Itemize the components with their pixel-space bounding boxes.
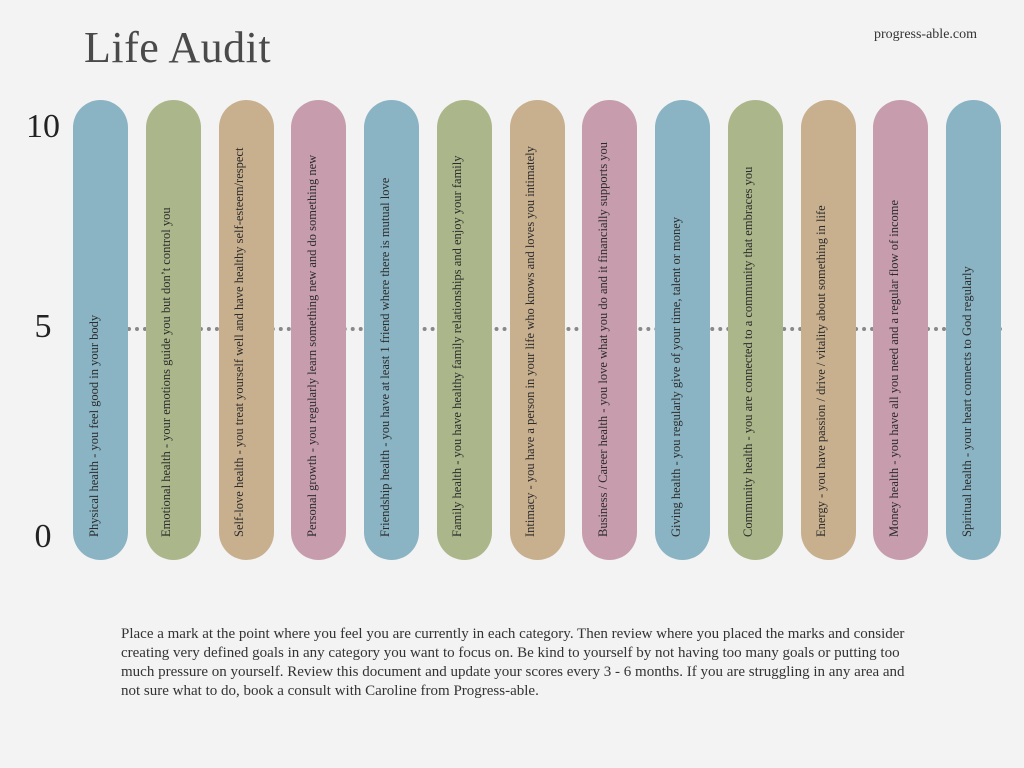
category-bar[interactable] (582, 100, 637, 560)
category-bar[interactable] (510, 100, 565, 560)
category-bar[interactable] (946, 100, 1001, 560)
category-label: Emotional health - your emotions guide you but don’t control you (159, 207, 174, 537)
category-label: Friendship health - you have at least 1 friend where there is mutual love (377, 177, 392, 537)
scale-label-mid: 5 (34, 308, 52, 345)
scale-label-low: 0 (34, 518, 52, 555)
instructions-text: Place a mark at the point where you feel you are currently in each category. Then review where you placed the marks and consider creating very defined goals in any category you want to focus on. Be kind to yourself by not having too many goals or putting too much pressure on yourself. Review this document and update your scores every 3 - 6 months. If you are struggling in any area and not sure what to do, book a consult with Caroline from Progress-able. (121, 626, 905, 699)
category-label: Self-love health - you treat yourself well and have healthy self-esteem/respect (232, 147, 246, 537)
category-bar[interactable] (73, 100, 128, 560)
category-label: Money health - you have all you need and a regular flow of income (886, 199, 901, 537)
site-url: progress-able.com (874, 27, 978, 42)
category-label: Intimacy - you have a person in your life who knows and loves you intimately (523, 146, 537, 537)
category-label: Family health - you have healthy family relationships and enjoy your family (450, 155, 465, 537)
category-bar[interactable] (655, 100, 710, 560)
category-bar[interactable] (364, 100, 419, 560)
category-bar[interactable] (873, 100, 928, 560)
category-bar[interactable] (437, 100, 492, 560)
category-bar[interactable] (291, 100, 346, 560)
category-bar[interactable] (728, 100, 783, 560)
category-label: Physical health - you feel good in your body (86, 314, 101, 537)
category-label: Business / Career health - you love what you do and it financially supports you (595, 141, 610, 537)
category-label: Giving health - you regularly give of your time, talent or money (668, 216, 683, 537)
scale-label-high: 10 (26, 108, 60, 145)
category-bar[interactable] (146, 100, 201, 560)
category-bar[interactable] (219, 100, 274, 560)
category-label: Spiritual health - your heart connects to God regularly (959, 266, 974, 537)
category-bar[interactable] (801, 100, 856, 560)
category-label: Energy - you have passion / drive / vitality about something in life (814, 205, 828, 537)
category-label: Personal growth - you regularly learn something new and do something new (304, 154, 319, 537)
category-label: Community health - you are connected to a community that embraces you (741, 166, 756, 537)
page-title: Life Audit (84, 23, 272, 72)
